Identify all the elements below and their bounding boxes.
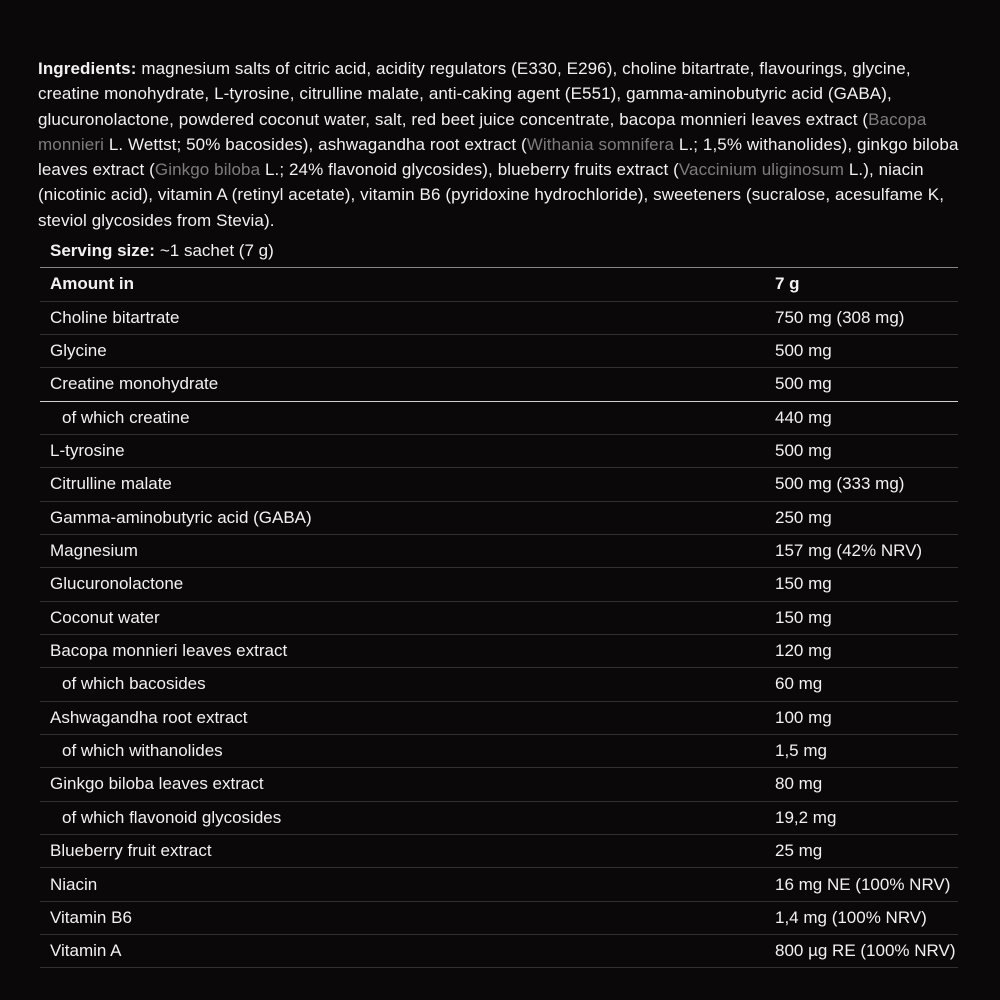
ingredient-name: Bacopa monnieri leaves extract (50, 641, 288, 661)
ingredients-segment: L.; 24% flavonoid glycosides), blueberry fruits extract ( (260, 160, 679, 180)
serving-size-label: Serving size: (50, 241, 155, 260)
ingredient-name: of which creatine (62, 407, 190, 427)
ingredient-name: Magnesium (50, 541, 138, 561)
ingredient-amount: 1,5 mg (775, 741, 827, 761)
ingredients-segment: magnesium salts of citric acid, acidity regulators (E330, E296), choline bitartrate, flavourings, glycine, (136, 59, 911, 78)
ingredients-segment: L.; 1,5% withanolides), ginkgo biloba (674, 134, 959, 154)
ingredient-amount: 800 µg RE (100% NRV) (775, 941, 956, 961)
amount-in-header: Amount in (50, 274, 135, 294)
ingredient-amount: 80 mg (775, 774, 823, 794)
table-row (40, 435, 958, 468)
ingredients-latin-segment: Vaccinium uliginosum (678, 160, 845, 180)
table-row (40, 635, 958, 668)
table-row (40, 568, 958, 601)
ingredient-name: Blueberry fruit extract (50, 841, 212, 861)
ingredient-amount: 750 mg (308 mg) (775, 307, 905, 327)
table-header-row (40, 268, 958, 302)
ingredient-amount: 1,4 mg (100% NRV) (775, 907, 927, 927)
table-row (40, 935, 958, 968)
serving-size-row (40, 235, 958, 268)
ingredient-amount: 157 mg (42% NRV) (775, 541, 923, 561)
ingredient-amount: 19,2 mg (775, 807, 837, 827)
table-row (40, 768, 958, 801)
ingredient-name: Vitamin A (50, 941, 122, 961)
ingredient-name: Ginkgo biloba leaves extract (50, 774, 264, 794)
table-row (40, 502, 958, 535)
table-row (40, 735, 958, 768)
table-row (40, 468, 958, 501)
ingredient-name: Gamma-aminobutyric acid (GABA) (50, 507, 312, 527)
ingredients-segment: (nicotinic acid), vitamin A (retinyl acetate), vitamin B6 (pyridoxine hydrochloride), sweeteners (sucralose, acesulfame K, (38, 185, 945, 205)
ingredients-latin-segment: monnieri (38, 134, 104, 154)
table-row (40, 368, 958, 401)
table-row (40, 402, 958, 435)
serving-amount-header: 7 g (775, 274, 800, 294)
ingredient-amount: 500 mg (775, 341, 832, 361)
ingredient-name: Ashwagandha root extract (50, 707, 248, 727)
table-row (40, 835, 958, 868)
ingredient-amount: 100 mg (775, 707, 832, 727)
table-row (40, 302, 958, 335)
ingredient-amount: 25 mg (775, 841, 823, 861)
table-row (40, 602, 958, 635)
ingredient-amount: 500 mg (775, 374, 832, 394)
table-row (40, 535, 958, 568)
ingredients-segment: L.), niacin (844, 160, 924, 180)
ingredient-name: Choline bitartrate (50, 307, 180, 327)
ingredient-name: Vitamin B6 (50, 907, 132, 927)
ingredient-amount: 500 mg (333 mg) (775, 474, 905, 494)
ingredients-segment: glucuronolactone, powdered coconut water, salt, red beet juice concentrate, bacopa monnieri leaves extract ( (38, 109, 869, 129)
ingredient-name: of which bacosides (62, 674, 206, 694)
ingredient-name: Coconut water (50, 607, 160, 627)
table-row (40, 668, 958, 701)
ingredient-name: Glucuronolactone (50, 574, 184, 594)
ingredient-amount: 60 mg (775, 674, 823, 694)
table-row (40, 802, 958, 835)
ingredients-latin-segment: Ginkgo biloba (154, 160, 261, 180)
ingredient-amount: 440 mg (775, 407, 832, 427)
ingredients-segment: steviol glycosides from Stevia). (38, 210, 275, 230)
ingredients-segment: creatine monohydrate, L-tyrosine, citrulline malate, anti-caking agent (E551), gamma-aminobutyric acid (GABA), (38, 84, 892, 104)
ingredients-segment: L. Wettst; 50% bacosides), ashwagandha root extract ( (104, 134, 527, 154)
ingredients-latin-segment: Bacopa (868, 109, 927, 129)
ingredient-name: Niacin (50, 874, 98, 894)
ingredient-amount: 500 mg (775, 441, 832, 461)
table-row (40, 902, 958, 935)
ingredients-segment: leaves extract ( (38, 160, 155, 180)
ingredient-name: of which flavonoid glycosides (62, 807, 282, 827)
ingredient-amount: 150 mg (775, 607, 832, 627)
serving-size-value: ~1 sachet (7 g) (159, 241, 274, 260)
ingredients-segment: Ingredients: (38, 59, 137, 78)
ingredients-paragraph (38, 56, 959, 233)
ingredient-name: L-tyrosine (50, 441, 125, 461)
table-row (40, 702, 958, 735)
nutrition-table (40, 235, 958, 968)
ingredient-name: Creatine monohydrate (50, 374, 219, 394)
ingredient-name: of which withanolides (62, 741, 223, 761)
table-row (40, 335, 958, 368)
ingredient-amount: 250 mg (775, 507, 832, 527)
ingredient-amount: 150 mg (775, 574, 832, 594)
table-row (40, 868, 958, 901)
ingredients-latin-segment: Withania somnifera (526, 134, 675, 154)
table-body (40, 302, 958, 969)
ingredient-amount: 120 mg (775, 641, 832, 661)
ingredient-name: Citrulline malate (50, 474, 172, 494)
ingredient-name: Glycine (50, 341, 107, 361)
ingredient-amount: 16 mg NE (100% NRV) (775, 874, 951, 894)
